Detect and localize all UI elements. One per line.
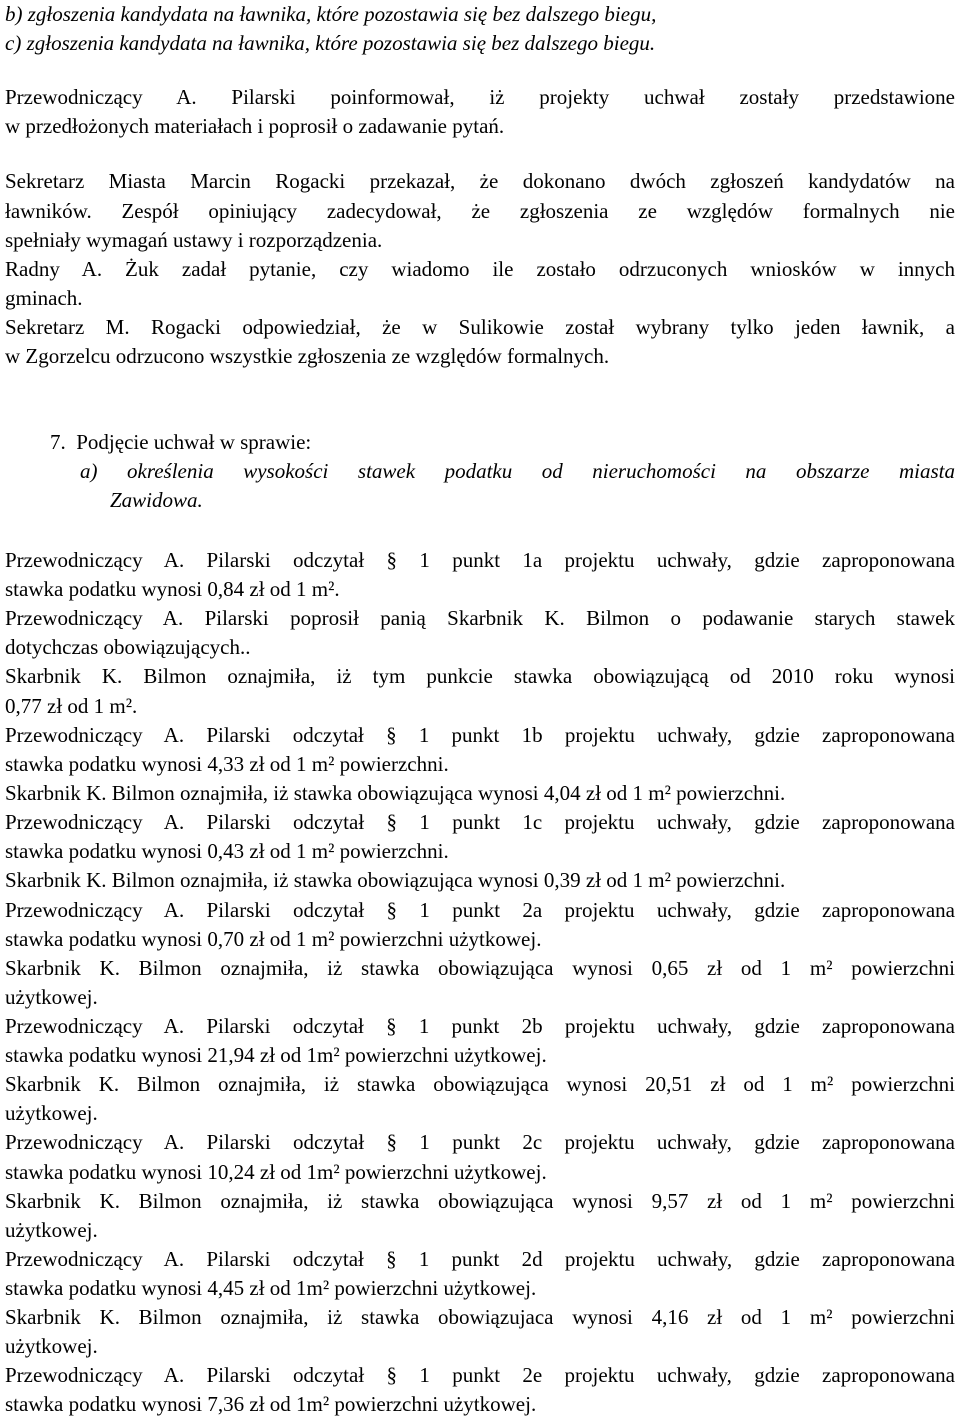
- text-line: w Zgorzelcu odrzucono wszystkie zgłoszenia ze względów formalnych.: [5, 344, 610, 368]
- text-line: 0,77 zł od 1 m².: [5, 694, 138, 718]
- text-line: stawka podatku wynosi 0,43 zł od 1 m² powierzchni.: [5, 839, 449, 863]
- text-line: stawka podatku wynosi 4,33 zł od 1 m² powierzchni.: [5, 752, 449, 776]
- text-line: gminach.: [5, 286, 83, 310]
- text-line: Przewodniczący A. Pilarski odczytał § 1 punkt 1b projektu uchwały, gdzie zaproponowana: [5, 723, 955, 747]
- text-line: Skarbnik K. Bilmon oznajmiła, iż stawka obowiązująca wynosi 4,04 zł od 1 m² powierzchni.: [5, 781, 786, 805]
- text-line: ławników. Zespół opiniujący zadecydował, że zgłoszenia ze względów formalnych nie: [5, 199, 955, 223]
- text-line: Skarbnik K. Bilmon oznajmiła, iż stawka obowiązująca wynosi 0,39 zł od 1 m² powierzchni.: [5, 868, 786, 892]
- text-line: Skarbnik K. Bilmon oznajmiła, iż stawka obowiązująca wynosi 9,57 zł od 1 m² powierzchni: [5, 1189, 955, 1213]
- text-line: Przewodniczący A. Pilarski poinformował, iż projekty uchwał zostały przedstawione: [5, 85, 955, 109]
- item-number: 7.: [50, 430, 77, 454]
- text-line: Radny A. Żuk zadał pytanie, czy wiadomo ile zostało odrzuconych wniosków w innych: [5, 257, 955, 281]
- text-line: c) zgłoszenia kandydata na ławnika, które pozostawia się bez dalszego biegu.: [5, 31, 656, 55]
- text-line: użytkowej.: [5, 985, 98, 1009]
- text-line: użytkowej.: [5, 1218, 98, 1242]
- text-line: Przewodniczący A. Pilarski odczytał § 1 punkt 2a projektu uchwały, gdzie zaproponowana: [5, 898, 955, 922]
- text-line: stawka podatku wynosi 7,36 zł od 1m² powierzchni użytkowej.: [5, 1392, 537, 1416]
- text-line: Sekretarz Miasta Marcin Rogacki przekazał, że dokonano dwóch zgłoszeń kandydatów na: [5, 169, 955, 193]
- text-line: stawka podatku wynosi 0,84 zł od 1 m².: [5, 577, 340, 601]
- text-line: Przewodniczący A. Pilarski odczytał § 1 punkt 1c projektu uchwały, gdzie zaproponowana: [5, 810, 955, 834]
- text-line: spełniały wymagań ustawy i rozporządzenia.: [5, 228, 383, 252]
- item-heading: Podjęcie uchwał w sprawie:: [76, 430, 312, 454]
- text-line: stawka podatku wynosi 10,24 zł od 1m² powierzchni użytkowej.: [5, 1160, 547, 1184]
- text-line: [50, 428, 955, 457]
- text-line: użytkowej.: [5, 1101, 98, 1125]
- text-line: a) określenia wysokości stawek podatku od nieruchomości na obszarze miasta: [80, 459, 955, 483]
- text-line: stawka podatku wynosi 21,94 zł od 1m² powierzchni użytkowej.: [5, 1043, 547, 1067]
- text-line: Przewodniczący A. Pilarski odczytał § 1 punkt 2d projektu uchwały, gdzie zaproponowana: [5, 1247, 955, 1271]
- text-line: Skarbnik K. Bilmon oznajmiła, iż stawka obowiązująca wynosi 20,51 zł od 1 m² powierzchni: [5, 1072, 955, 1096]
- text-line: stawka podatku wynosi 0,70 zł od 1 m² powierzchni użytkowej.: [5, 927, 542, 951]
- text-line: Przewodniczący A. Pilarski odczytał § 1 punkt 2b projektu uchwały, gdzie zaproponowana: [5, 1014, 955, 1038]
- text-line: Skarbnik K. Bilmon oznajmiła, iż stawka obowiązująca wynosi 0,65 zł od 1 m² powierzchni: [5, 956, 955, 980]
- text-line: w przedłożonych materiałach i poprosił o zadawanie pytań.: [5, 114, 505, 138]
- text-line: b) zgłoszenia kandydata na ławnika, które pozostawia się bez dalszego biegu,: [5, 2, 657, 26]
- text-line: Przewodniczący A. Pilarski odczytał § 1 punkt 2c projektu uchwały, gdzie zaproponowana: [5, 1130, 955, 1154]
- text-line: Sekretarz M. Rogacki odpowiedział, że w Sulikowie został wybrany tylko jeden ławnik, a: [5, 315, 955, 339]
- text-line: Przewodniczący A. Pilarski odczytał § 1 punkt 1a projektu uchwały, gdzie zaproponowana: [5, 548, 955, 572]
- text-line: stawka podatku wynosi 4,45 zł od 1m² powierzchni użytkowej.: [5, 1276, 537, 1300]
- text-line: Przewodniczący A. Pilarski odczytał § 1 punkt 2e projektu uchwały, gdzie zaproponowana: [5, 1363, 955, 1387]
- text-line: użytkowej.: [5, 1334, 98, 1358]
- text-line: Zawidowa.: [110, 488, 203, 512]
- text-line: Przewodniczący A. Pilarski poprosił panią Skarbnik K. Bilmon o podawanie starych stawek: [5, 606, 955, 630]
- text-line: dotychczas obowiązujących..: [5, 635, 251, 659]
- text-line: Skarbnik K. Bilmon oznajmiła, iż stawka obowiązujaca wynosi 4,16 zł od 1 m² powierzchni: [5, 1305, 955, 1329]
- text-line: Skarbnik K. Bilmon oznajmiła, iż tym punkcie stawka obowiązującą od 2010 roku wynosi: [5, 664, 955, 688]
